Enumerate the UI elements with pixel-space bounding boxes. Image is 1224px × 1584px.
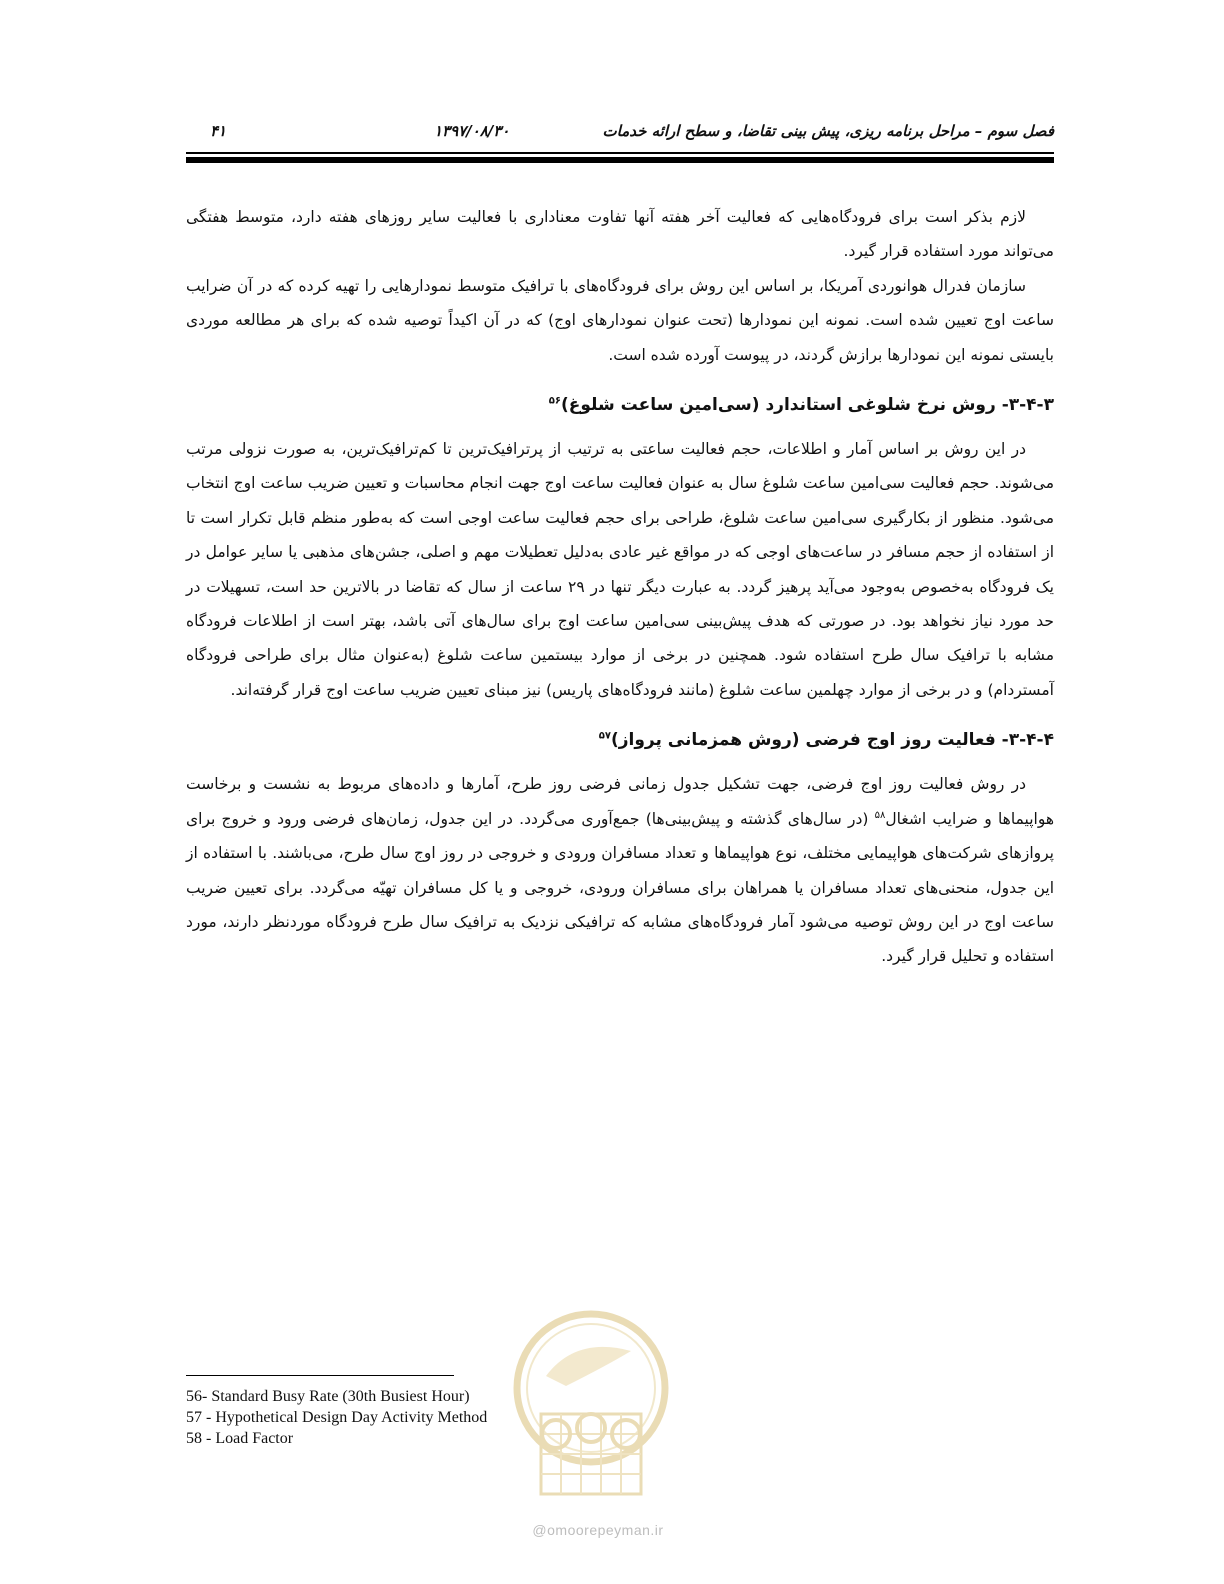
footnote-separator <box>186 1375 454 1376</box>
footnote: 57 - Hypothetical Design Day Activity Method <box>186 1409 488 1426</box>
paragraph: در این روش بر اساس آمار و اطلاعات، حجم فعالیت ساعتی به ترتیب از پرترافیک‌ترین تا کم‌ترافیک‌ترین، به صورت نزولی مرتب می‌شوند. حجم فعالیت سی‌امین ساعت شلوغ سال به عنوان فعالیت ساعت اوج جهت انجام محاسبات و تعیین ضریب ساعت اوج انتخاب می‌شود. منظور از بکارگیری سی‌امین ساعت شلوغ، طراحی برای حجم فعالیت ساعت اوجی است که به‌طور منظم قابل تکرار است تا از استفاده از حجم مسافر در ساعت‌های اوجی که در مواقع غیر عادی به‌دلیل تعطیلات مهم و اصلی، جشن‌های مذهبی یا سایر عوامل در یک فرودگاه به‌خصوص به‌وجود می‌آید پرهیز گردد. به عبارت دیگر تنها در ۲۹ ساعت از سال که تقاضا در بالاترین حد است، تسهیلات در حد مورد نیاز نخواهد بود. در صورتی که هدف پیش‌بینی سی‌امین ساعت اوج برای سال‌های آتی باشد، بهتر است از اطلاعات فرودگاه مشابه با ترافیک سال طرح استفاده شود. همچنین در برخی از موارد بیستمین ساعت شلوغ (به‌عنوان مثال برای طراحی فرودگاه آمستردام) و در برخی از موارد چهلمین ساعت شلوغ (مانند فرودگاه‌های پاریس) نیز مبنای تعیین ضریب ساعت اوج قرار گرفته‌اند. <box>186 440 1054 699</box>
watermark-logo <box>506 1306 676 1506</box>
section-heading <box>186 725 1054 755</box>
footnote-ref: ۵۸ <box>874 809 886 821</box>
section-heading-text: ۳-۴-۳- روش نرخ شلوغی استاندارد (سی‌امین ساعت شلوغ) <box>561 395 1054 416</box>
footnote: 56- Standard Busy Rate (30th Busiest Hour) <box>186 1388 470 1405</box>
page-body <box>186 200 1054 974</box>
running-header <box>186 118 1054 148</box>
footnote: 58 - Load Factor <box>186 1430 294 1447</box>
paragraph-text: در روش فعالیت روز اوج فرضی، جهت تشکیل جدول زمانی فرضی روز طرح، آمارها و داده‌های مربوط به نشست و برخاست هواپیماها و ضرایب اشغال <box>186 775 1055 828</box>
header-date: ۱۳۹۷/۰۸/۳۰ <box>434 122 510 140</box>
paragraph-text: (در سال‌های گذشته و پیش‌بینی‌ها) جمع‌آوری می‌گردد. در این جدول، زمان‌های فرضی ورود و خروج برای پروازهای شرکت‌های هواپیمایی مختلف، نوع هواپیماها و تعداد مسافران ورودی و خروجی در روز اوج سال طرح، می‌باشند. با استفاده از این جدول، منحنی‌های تعداد مسافران یا همراهان برای مسافران ورودی، خروجی و یا کل مسافران تهیّه می‌گردد. برای تعیین ضریب ساعت اوج در این روش توصیه می‌شود آمار فرودگاه‌های مشابه که ترافیکی نزدیک به ترافیک سال طرح فرودگاه موردنظر دارند، مورد استفاده و تحلیل قرار گیرد. <box>186 809 1054 966</box>
header-rule-thick <box>186 157 1054 163</box>
paragraph: لازم بذکر است برای فرودگاه‌هایی که فعالیت آخر هفته آنها تفاوت معناداری با فعالیت سایر روزهای هفته دارد، متوسط هفتگی می‌تواند مورد استفاده قرار گیرد. <box>186 208 1054 261</box>
section-heading-text: ۳-۴-۴- فعالیت روز اوج فرضی (روش همزمانی پرواز) <box>610 730 1054 751</box>
section-heading <box>186 390 1054 420</box>
watermark-text: @omoorepeyman.ir <box>532 1522 664 1538</box>
paragraph: سازمان فدرال هوانوردی آمریکا، بر اساس این روش برای فرودگاه‌های با ترافیک متوسط نمودارهایی را تهیه کرده که در آن ضرایب ساعت اوج تعیین شده است. نمونه این نمودارها (تحت عنوان نمودارهای اوج) که در آن اکیداً توصیه شده که برای هر مطالعه موردی بایستی نمونه این نمودارها برازش گردند، در پیوست آورده شده است. <box>186 276 1054 364</box>
page-number: ۴۱ <box>210 122 227 140</box>
header-rule-thin <box>186 152 1054 154</box>
paragraph <box>186 767 1054 973</box>
footnote-ref: ۵۶ <box>548 395 562 407</box>
footnote-ref: ۵۷ <box>598 730 611 742</box>
chapter-title: فصل سوم – مراحل برنامه ریزی، پیش بینی تقاضا، و سطح ارائه خدمات <box>602 122 1054 140</box>
